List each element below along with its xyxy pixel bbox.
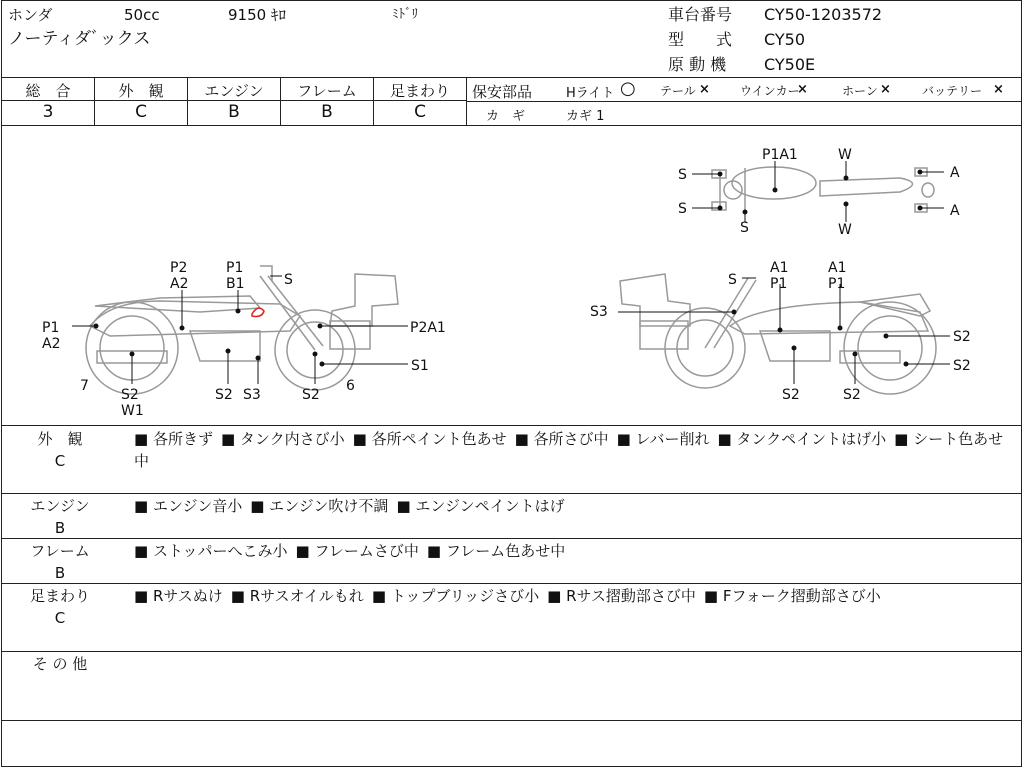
key-value: カギ 1 — [566, 109, 605, 124]
diagram-label: S2 — [782, 387, 800, 403]
divider — [1, 493, 1022, 494]
diagram-label: P1 — [770, 276, 788, 292]
engine-label: 原 動 機 — [668, 55, 727, 74]
section-title: 外 観 — [37, 430, 83, 448]
tail-label: テール — [660, 84, 696, 98]
diagram-label: P1 — [42, 320, 60, 336]
divider — [1, 538, 1022, 539]
mileage: 9150 ｷﾛ — [228, 6, 286, 24]
condition-item: ■ エンジンペイントはげ — [396, 497, 564, 515]
condition-item: ■ エンジン音小 — [134, 497, 242, 515]
engine-value: CY50E — [764, 55, 816, 74]
grade-engine-value: B — [228, 102, 240, 122]
diagram-label: S2 — [843, 387, 861, 403]
grade-frame-value: B — [321, 102, 333, 122]
diagram-label: A1 — [828, 260, 847, 276]
condition-item: ■ Fフォーク摺動部さび小 — [704, 587, 881, 605]
diagram-label: W — [838, 222, 852, 238]
condition-item: ■ トップブリッジさび小 — [372, 587, 539, 605]
condition-item: ■ フレーム色あせ中 — [427, 542, 565, 560]
condition-item: ■ 各所さび中 — [515, 430, 609, 448]
section-label — [20, 495, 100, 539]
grade-suspension-label: 足まわり — [389, 82, 450, 100]
diagram-label: P1 — [226, 260, 244, 276]
section-label — [20, 585, 100, 629]
condition-item: ■ 各所きず — [134, 430, 213, 448]
diagram-label: S2 — [121, 387, 139, 403]
section-label — [20, 653, 100, 675]
winker-label: ウインカー — [740, 84, 800, 98]
divider — [1, 425, 1022, 426]
safety-title: 保安部品 — [472, 83, 533, 101]
diagram-label: A1 — [770, 260, 789, 276]
section-grade: B — [54, 519, 66, 537]
condition-item: ■ Rサスオイルもれ — [231, 587, 364, 605]
condition-item: ■ Rサス摺動部さび中 — [547, 587, 696, 605]
damage-diagram — [0, 126, 1024, 426]
section-title: そ の 他 — [32, 655, 88, 673]
headlight-label: Hライト — [566, 86, 615, 101]
divider — [1, 77, 1022, 78]
condition-item: ■ Rサスぬけ — [134, 587, 223, 605]
diagram-label: W1 — [121, 403, 144, 419]
horn-mark: × — [880, 82, 891, 97]
condition-item: ■ タンク内さび小 — [221, 430, 345, 448]
grade-suspension-value: C — [414, 102, 426, 122]
frame-no: CY50-1203572 — [764, 5, 883, 24]
diagram-label: S3 — [243, 387, 261, 403]
condition-item: ■ シート色あせ中 — [134, 430, 1003, 470]
right-view-motorcycle — [620, 274, 936, 394]
diagram-label: S2 — [953, 358, 971, 374]
type-label: 型 式 — [668, 30, 733, 49]
condition-item: ■ エンジン吹け不調 — [250, 497, 388, 515]
diagram-label: P1 — [828, 276, 846, 292]
diagram-label: A2 — [42, 336, 61, 352]
condition-item: ■ タンクペイントはげ小 — [717, 430, 886, 448]
section-label — [20, 540, 100, 584]
grade-engine-label: エンジン — [204, 82, 264, 100]
grade-exterior-value: C — [135, 102, 147, 122]
diagram-label: W — [838, 147, 852, 163]
diagram-label: 7 — [80, 378, 89, 394]
battery-label: バッテリー — [922, 84, 983, 98]
model-name: ノーティダﾞックス — [8, 29, 151, 49]
section-grade: C — [54, 452, 66, 470]
section-items — [134, 585, 1014, 607]
winker-mark: × — [797, 82, 808, 97]
section-title: 足まわり — [29, 587, 90, 605]
section-grade: B — [54, 564, 66, 582]
section-items — [134, 540, 1014, 562]
section-grade: C — [54, 609, 66, 627]
displacement: 50cc — [124, 6, 160, 24]
divider — [1, 720, 1022, 721]
diagram-label: S — [678, 167, 687, 183]
section-items — [134, 428, 1014, 472]
grade-total-label: 総 合 — [25, 82, 71, 100]
grade-frame-label: フレーム — [297, 82, 357, 100]
color: ﾐﾄﾞﾘ — [392, 7, 418, 22]
diagram-label: B1 — [226, 276, 245, 292]
divider — [1, 651, 1022, 652]
diagram-label: S — [740, 220, 749, 236]
section-title: フレーム — [30, 542, 90, 560]
grade-exterior-label: 外 観 — [118, 82, 164, 100]
red-mark — [252, 308, 264, 316]
diagram-label: A — [950, 203, 960, 219]
diagram-label: A — [950, 165, 960, 181]
top-view-motorcycle — [712, 167, 934, 212]
diagram-label: S1 — [411, 358, 429, 374]
condition-item: ■ ストッパーへこみ小 — [134, 542, 288, 560]
frame-no-label: 車台番号 — [668, 5, 733, 24]
diagram-label: S — [284, 272, 293, 288]
condition-item: ■ フレームさび中 — [296, 542, 419, 560]
diagram-label: P2A1 — [410, 320, 446, 336]
type-value: CY50 — [764, 30, 806, 49]
diagram-label: P1A1 — [762, 147, 798, 163]
diagram-label: S2 — [302, 387, 320, 403]
tail-mark: × — [699, 82, 710, 97]
grade-total-value: 3 — [42, 102, 54, 122]
headlight-mark: ○ — [620, 78, 636, 99]
maker: ホンダ — [8, 6, 53, 24]
diagram-label: P2 — [170, 260, 188, 276]
divider — [1, 583, 1022, 584]
section-items — [134, 495, 1014, 517]
diagram-label: S2 — [953, 329, 971, 345]
divider — [466, 101, 1022, 102]
battery-mark: × — [993, 82, 1004, 97]
diagram-label: 6 — [346, 378, 355, 394]
section-label — [20, 428, 100, 472]
diagram-label: S2 — [215, 387, 233, 403]
diagram-label: S — [678, 201, 687, 217]
section-title: エンジン — [30, 497, 90, 515]
condition-item: ■ レバー削れ — [617, 430, 710, 448]
key-label: カ ギ — [486, 109, 526, 124]
horn-label: ホーン — [842, 84, 878, 98]
diagram-label: S — [728, 272, 737, 288]
diagram-label: A2 — [170, 276, 189, 292]
diagram-label: S3 — [590, 304, 608, 320]
condition-item: ■ 各所ペイント色あせ — [353, 430, 507, 448]
